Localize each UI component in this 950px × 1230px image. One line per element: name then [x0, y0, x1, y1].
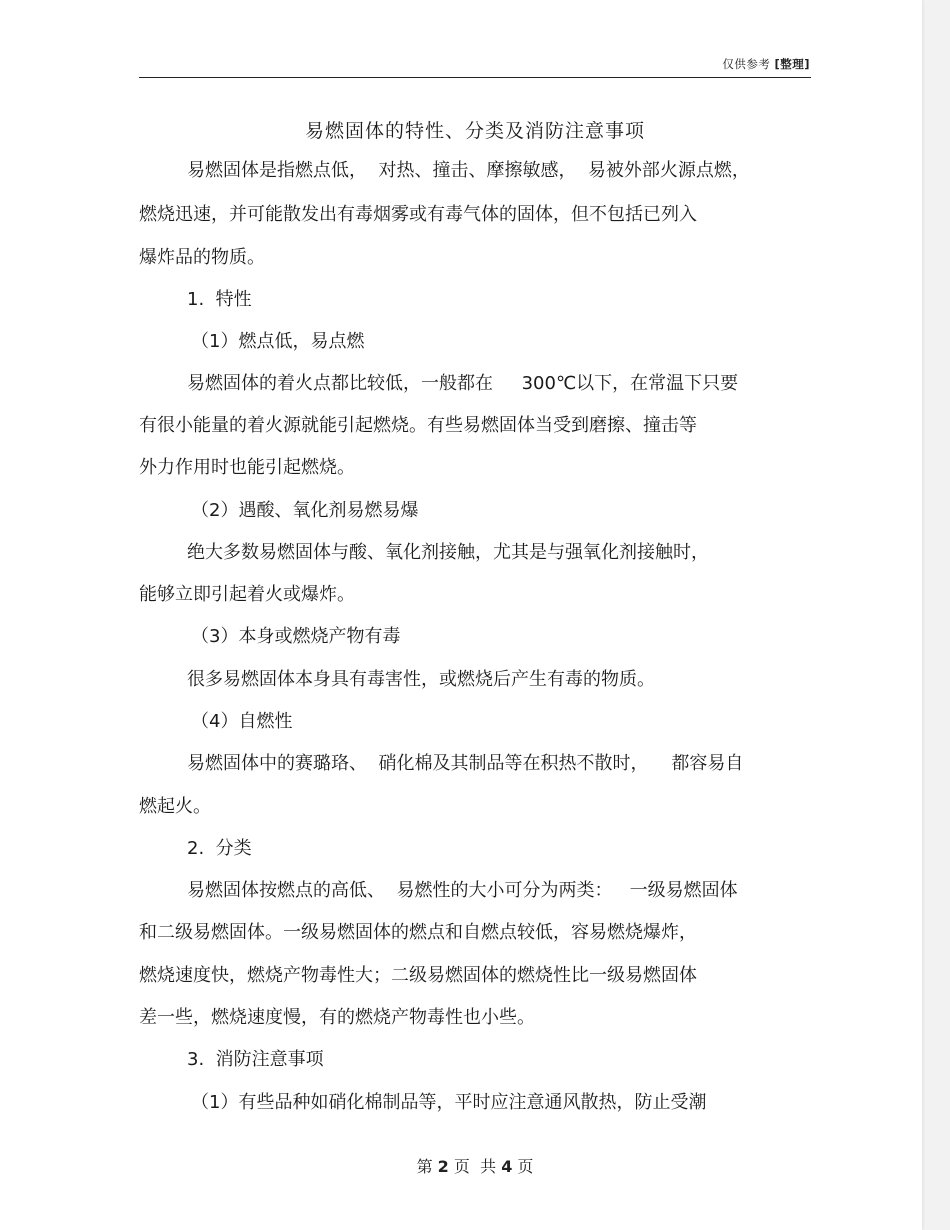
header-bracket-label: [整理] [774, 57, 810, 71]
paragraph-line: 燃烧速度快，燃烧产物毒性大；二级易燃固体的燃烧性比一级易燃固体 [139, 965, 697, 986]
paragraph-line: 绝大多数易燃固体与酸、氧化剂接触，尤其是与强氧化剂接触时， [187, 542, 709, 563]
paragraph-line: 易燃固体是指燃点低， 对热、撞击、摩擦敏感， 易被外部火源点燃， [187, 160, 750, 181]
subsection-heading: （1）有些品种如硝化棉制品等，平时应注意通风散热，防止受潮 [191, 1092, 707, 1113]
section-heading: 1. 特性 [187, 289, 252, 310]
paragraph-line: 差一些，燃烧速度慢，有的燃烧产物毒性也小些。 [139, 1007, 535, 1028]
section-heading: 3. 消防注意事项 [187, 1049, 324, 1070]
footer-middle: 页 共 [453, 1157, 497, 1176]
subsection-heading: （3）本身或燃烧产物有毒 [191, 626, 401, 647]
subsection-heading: （4）自燃性 [191, 711, 293, 732]
paragraph-line: 燃烧迅速，并可能散发出有毒烟雾或有毒气体的固体，但不包括已列入 [139, 204, 697, 225]
paragraph-line: 易燃固体中的赛璐珞、 硝化棉及其制品等在积热不散时， 都容易自 [187, 753, 744, 774]
header-note-text: 仅供参考 [722, 57, 771, 71]
footer-prefix: 第 [416, 1157, 433, 1176]
paragraph-line: 易燃固体的着火点都比较低，一般都在 300℃以下，在常温下只要 [187, 373, 739, 394]
paragraph-line: 燃起火。 [139, 796, 211, 817]
paragraph-line: 易燃固体按燃点的高低、 易燃性的大小可分为两类： 一级易燃固体 [187, 880, 738, 901]
subsection-heading: （1）燃点低，易点燃 [191, 331, 365, 352]
footer-page-number: 2 [437, 1157, 449, 1176]
section-heading: 2. 分类 [187, 838, 252, 859]
footer-suffix: 页 [517, 1157, 534, 1176]
paragraph-line: 有很小能量的着火源就能引起燃烧。有些易燃固体当受到磨擦、撞击等 [139, 415, 697, 436]
page-footer [139, 1154, 811, 1177]
header-rule [139, 77, 811, 78]
paragraph-line: 能够立即引起着火或爆炸。 [139, 584, 355, 605]
subsection-heading: （2）遇酸、氧化剂易燃易爆 [191, 500, 419, 521]
document-title: 易燃固体的特性、分类及消防注意事项 [304, 120, 645, 142]
paragraph-line: 爆炸品的物质。 [139, 247, 265, 268]
paragraph-line: 很多易燃固体本身具有毒害性，或燃烧后产生有毒的物质。 [187, 669, 655, 690]
paragraph-line: 外力作用时也能引起燃烧。 [139, 457, 355, 478]
paragraph-line: 和二级易燃固体。一级易燃固体的燃点和自燃点较低，容易燃烧爆炸， [139, 922, 697, 943]
header-note [680, 56, 810, 72]
footer-total-pages: 4 [501, 1157, 513, 1176]
